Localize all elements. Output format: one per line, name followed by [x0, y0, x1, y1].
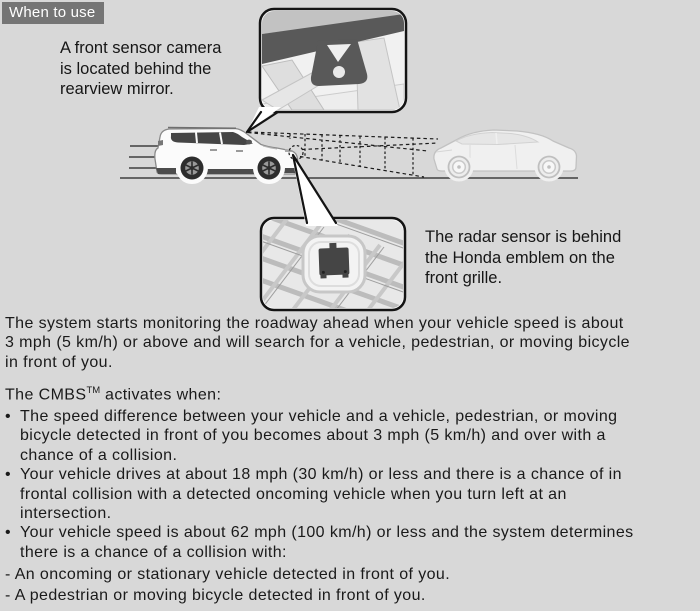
bullet-text: The speed difference between your vehicle and a vehicle, pedestrian, or moving	[20, 407, 618, 425]
bullet-text: intersection.	[20, 504, 112, 522]
camera-illustration	[262, 11, 404, 110]
camera-callout-bubble	[247, 9, 406, 132]
activation-heading	[5, 381, 699, 405]
bullet-text: bicycle detected in front of you becomes about 3 mph (5 km/h) and over with a	[20, 427, 606, 445]
radar-note-line: front grille.	[425, 269, 503, 287]
body-text	[5, 314, 699, 605]
bullet-item	[5, 407, 699, 426]
radar-callout-tail	[291, 152, 338, 226]
bullet-text: frontal collision with a detected oncoming vehicle when you turn left at an	[20, 485, 567, 503]
bullet-marker: •	[5, 524, 12, 542]
bullet-marker: •	[5, 466, 12, 484]
radar-note-line: the Honda emblem on the	[425, 248, 615, 267]
camera-note-line: is located behind the	[60, 59, 212, 78]
bullet-item	[5, 523, 699, 542]
camera-note-line: rearview mirror.	[60, 80, 174, 98]
bullet-text: there is a chance of a collision with:	[20, 543, 287, 561]
bullet-item	[5, 465, 699, 484]
sub-item: - A pedestrian or moving bicycle detected in front of you.	[5, 586, 426, 604]
camera-callout-tail	[247, 107, 281, 132]
radar-callout-bubble	[210, 152, 440, 315]
camera-note	[60, 38, 221, 100]
bullet-text: Your vehicle drives at about 18 mph (30 km/h) or less and there is a chance of in	[20, 466, 622, 484]
bullet-text: chance of a collision.	[20, 446, 178, 464]
bullet-marker: •	[5, 407, 12, 425]
when-to-use-badge: When to use	[2, 2, 104, 24]
radar-note	[425, 227, 621, 289]
intro-line: The system starts monitoring the roadway ahead when your vehicle speed is about	[5, 315, 624, 332]
bullet-text: Your vehicle speed is about 62 mph (100 km/h) or less and the system determines	[20, 524, 634, 542]
intro-line: in front of you.	[5, 353, 113, 371]
camera-note-line: A front sensor camera	[60, 39, 222, 57]
sedan-vehicle	[434, 130, 577, 180]
sub-item: - An oncoming or stationary vehicle detected in front of you.	[5, 566, 451, 584]
activation-heading-suffix: activates when:	[100, 386, 222, 404]
radar-note-line: The radar sensor is behind	[425, 228, 622, 246]
trademark-superscript: TM	[86, 385, 101, 397]
intro-line: 3 mph (5 km/h) or above and will search for a vehicle, pedestrian, or moving bicycle	[5, 334, 630, 352]
activation-heading-prefix: The CMBS	[5, 386, 87, 404]
